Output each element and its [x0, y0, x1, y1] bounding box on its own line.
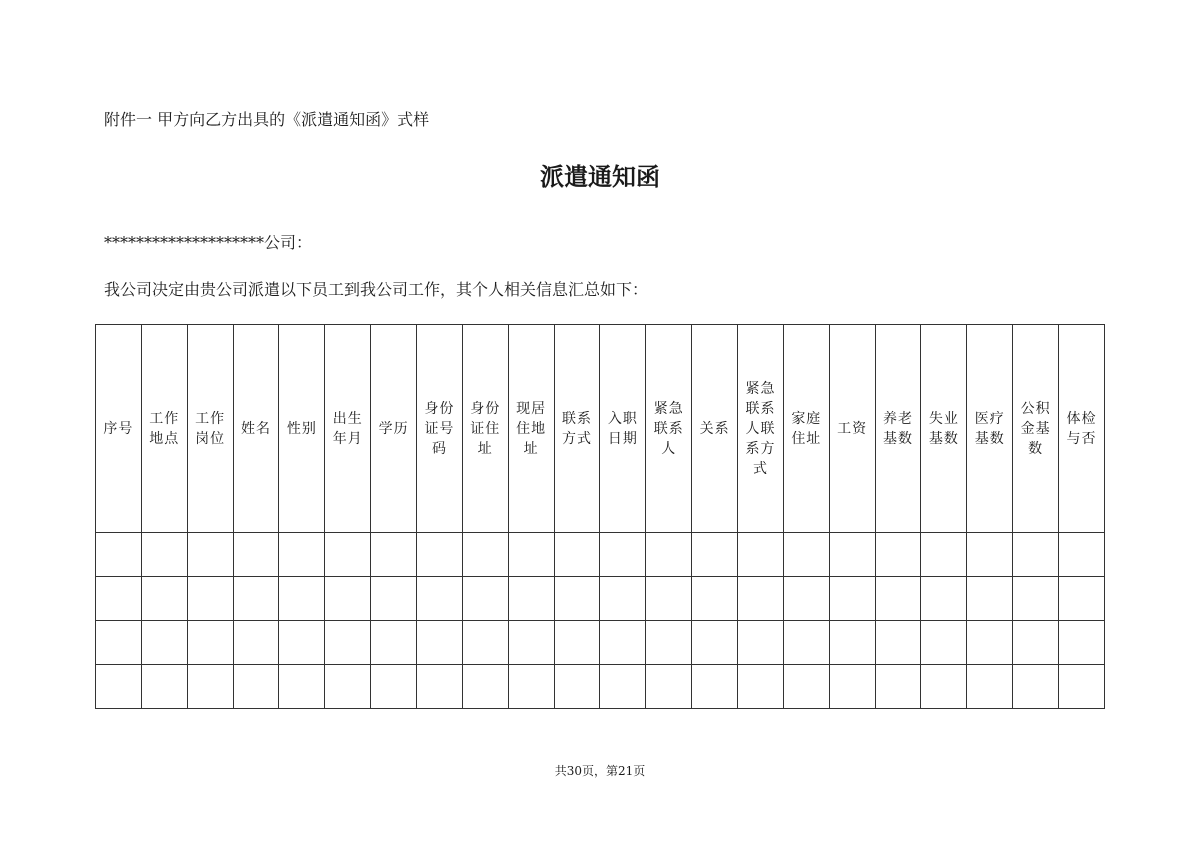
- table-cell: [233, 533, 279, 577]
- column-header: [967, 325, 1013, 533]
- column-header: [829, 325, 875, 533]
- column-header-line: 序号: [103, 420, 134, 437]
- table-cell: [646, 621, 692, 665]
- column-header-line: 年月: [332, 430, 363, 447]
- column-header-label: [103, 419, 133, 439]
- column-header-label: [883, 409, 913, 449]
- table-cell: [554, 665, 600, 709]
- table-cell: [96, 533, 142, 577]
- table-cell: [1013, 621, 1059, 665]
- column-header-line: 人联: [745, 420, 776, 437]
- table-cell: [921, 533, 967, 577]
- table-row: [96, 621, 1105, 665]
- column-header-label: [333, 409, 363, 449]
- table-cell: [141, 621, 187, 665]
- column-header: [1013, 325, 1059, 533]
- table-cell: [187, 577, 233, 621]
- table-header-row: [96, 325, 1105, 533]
- column-header-label: [975, 409, 1005, 449]
- table-cell: [554, 621, 600, 665]
- employee-info-table: [95, 324, 1105, 709]
- table-cell: [600, 577, 646, 621]
- column-header-line: 身份: [470, 400, 501, 417]
- column-header: [233, 325, 279, 533]
- column-header-line: 址: [523, 440, 539, 457]
- column-header-line: 住址: [791, 430, 822, 447]
- table-cell: [692, 665, 738, 709]
- table-cell: [921, 621, 967, 665]
- column-header-line: 金基: [1020, 420, 1051, 437]
- column-header-line: 基数: [883, 430, 914, 447]
- table-cell: [783, 577, 829, 621]
- table-cell: [829, 577, 875, 621]
- column-header: [600, 325, 646, 533]
- table-cell: [1059, 621, 1105, 665]
- table-cell: [233, 577, 279, 621]
- column-header-line: 出生: [332, 410, 363, 427]
- column-header-label: [1021, 399, 1051, 459]
- table-cell: [325, 621, 371, 665]
- table-row: [96, 577, 1105, 621]
- table-cell: [829, 621, 875, 665]
- column-header-label: [516, 399, 546, 459]
- column-header-label: [929, 409, 959, 449]
- table-cell: [508, 577, 554, 621]
- column-header-line: 失业: [928, 410, 959, 427]
- column-header-line: 身份: [424, 400, 455, 417]
- table-cell: [1059, 533, 1105, 577]
- column-header: [187, 325, 233, 533]
- table-cell: [738, 665, 784, 709]
- table-cell: [829, 665, 875, 709]
- table-cell: [1059, 665, 1105, 709]
- table-cell: [875, 533, 921, 577]
- column-header-line: 地点: [149, 430, 180, 447]
- table-cell: [508, 665, 554, 709]
- column-header-label: [149, 409, 179, 449]
- column-header: [508, 325, 554, 533]
- table-cell: [141, 533, 187, 577]
- table-cell: [417, 621, 463, 665]
- column-header: [1059, 325, 1105, 533]
- table-cell: [692, 621, 738, 665]
- table-cell: [738, 533, 784, 577]
- table-cell: [738, 577, 784, 621]
- column-header-line: 紧急: [653, 400, 684, 417]
- column-header-line: 联系: [562, 410, 593, 427]
- column-header-line: 日期: [607, 430, 638, 447]
- column-header-label: [837, 419, 867, 439]
- column-header-label: [1067, 409, 1097, 449]
- table-cell: [462, 577, 508, 621]
- table-cell: [600, 621, 646, 665]
- column-header-line: 与否: [1066, 430, 1097, 447]
- column-header-line: 方式: [562, 430, 593, 447]
- table-cell: [967, 577, 1013, 621]
- column-header-line: 学历: [378, 420, 409, 437]
- table-cell: [187, 621, 233, 665]
- table-row: [96, 665, 1105, 709]
- column-header-line: 基数: [974, 430, 1005, 447]
- table-cell: [141, 577, 187, 621]
- table-cell: [141, 665, 187, 709]
- table-cell: [1059, 577, 1105, 621]
- column-header-line: 紧急: [745, 380, 776, 397]
- column-header-line: 公积: [1020, 400, 1051, 417]
- table-cell: [692, 533, 738, 577]
- column-header: [279, 325, 325, 533]
- column-header-label: [562, 409, 592, 449]
- column-header-line: 家庭: [791, 410, 822, 427]
- table-cell: [738, 621, 784, 665]
- column-header-label: [608, 409, 638, 449]
- table-cell: [967, 533, 1013, 577]
- table-cell: [233, 665, 279, 709]
- column-header-label: [745, 379, 775, 479]
- table-cell: [875, 621, 921, 665]
- column-header-label: [241, 419, 271, 439]
- table-cell: [1013, 533, 1059, 577]
- table-cell: [233, 621, 279, 665]
- table-cell: [600, 533, 646, 577]
- column-header: [371, 325, 417, 533]
- column-header-line: 性别: [286, 420, 317, 437]
- column-header-line: 岗位: [195, 430, 226, 447]
- table-row: [96, 533, 1105, 577]
- table-cell: [783, 665, 829, 709]
- table-cell: [187, 665, 233, 709]
- column-header-line: 医疗: [974, 410, 1005, 427]
- column-header-line: 工作: [149, 410, 180, 427]
- table-cell: [417, 665, 463, 709]
- column-header-line: 入职: [607, 410, 638, 427]
- column-header-label: [470, 399, 500, 459]
- table-cell: [371, 533, 417, 577]
- column-header-line: 证号: [424, 420, 455, 437]
- table-cell: [646, 533, 692, 577]
- table-cell: [829, 533, 875, 577]
- column-header-line: 式: [752, 460, 768, 477]
- table-cell: [875, 577, 921, 621]
- table-cell: [967, 665, 1013, 709]
- table-cell: [325, 577, 371, 621]
- table-cell: [783, 621, 829, 665]
- column-header-line: 现居: [516, 400, 547, 417]
- document-title: 派遣通知函: [540, 163, 660, 191]
- column-header-line: 数: [1028, 440, 1044, 457]
- table-cell: [187, 533, 233, 577]
- column-header: [462, 325, 508, 533]
- column-header: [738, 325, 784, 533]
- table-cell: [325, 533, 371, 577]
- table-cell: [600, 665, 646, 709]
- column-header-label: [287, 419, 317, 439]
- column-header-line: 系方: [745, 440, 776, 457]
- table-cell: [692, 577, 738, 621]
- column-header-line: 证住: [470, 420, 501, 437]
- column-header-line: 基数: [928, 430, 959, 447]
- column-header: [692, 325, 738, 533]
- column-header-label: [424, 399, 454, 459]
- table-cell: [921, 665, 967, 709]
- table-cell: [462, 621, 508, 665]
- column-header-line: 工资: [837, 420, 868, 437]
- column-header-line: 体检: [1066, 410, 1097, 427]
- table-cell: [554, 577, 600, 621]
- table-cell: [508, 621, 554, 665]
- column-header-line: 工作: [195, 410, 226, 427]
- intro-paragraph: 我公司决定由贵公司派遣以下员工到我公司工作，其个人相关信息汇总如下：: [104, 280, 649, 299]
- table-cell: [967, 621, 1013, 665]
- column-header: [646, 325, 692, 533]
- addressee-line: ********************公司：: [104, 233, 313, 252]
- table-cell: [1013, 577, 1059, 621]
- column-header: [141, 325, 187, 533]
- table-cell: [279, 577, 325, 621]
- column-header-line: 联系: [653, 420, 684, 437]
- table-cell: [417, 533, 463, 577]
- table-cell: [921, 577, 967, 621]
- table-cell: [279, 533, 325, 577]
- table-cell: [325, 665, 371, 709]
- column-header-label: [195, 409, 225, 449]
- table-cell: [783, 533, 829, 577]
- column-header-line: 址: [477, 440, 493, 457]
- column-header-label: [654, 399, 684, 459]
- table-cell: [646, 577, 692, 621]
- column-header-line: 人: [661, 440, 677, 457]
- column-header-line: 养老: [883, 410, 914, 427]
- column-header: [96, 325, 142, 533]
- column-header: [921, 325, 967, 533]
- column-header-label: [700, 419, 730, 439]
- table-cell: [462, 665, 508, 709]
- column-header: [325, 325, 371, 533]
- column-header: [554, 325, 600, 533]
- table-cell: [508, 533, 554, 577]
- column-header: [783, 325, 829, 533]
- table-cell: [96, 577, 142, 621]
- table-cell: [1013, 665, 1059, 709]
- attachment-heading: 附件一 甲方向乙方出具的《派遣通知函》式样: [104, 110, 430, 129]
- column-header-label: [791, 409, 821, 449]
- table-cell: [417, 577, 463, 621]
- table-cell: [875, 665, 921, 709]
- column-header: [417, 325, 463, 533]
- page-footer: 共30页，第21页: [554, 764, 646, 778]
- table-cell: [462, 533, 508, 577]
- table-cell: [96, 621, 142, 665]
- table-cell: [371, 577, 417, 621]
- column-header-label: [379, 419, 409, 439]
- column-header-line: 住地: [516, 420, 547, 437]
- table-cell: [96, 665, 142, 709]
- table-cell: [371, 621, 417, 665]
- column-header-line: 姓名: [241, 420, 271, 437]
- table-cell: [279, 621, 325, 665]
- table-cell: [279, 665, 325, 709]
- column-header-line: 关系: [699, 420, 730, 437]
- table-cell: [371, 665, 417, 709]
- table-cell: [554, 533, 600, 577]
- column-header-line: 码: [431, 440, 447, 457]
- column-header: [875, 325, 921, 533]
- table-cell: [646, 665, 692, 709]
- column-header-line: 联系: [745, 400, 776, 417]
